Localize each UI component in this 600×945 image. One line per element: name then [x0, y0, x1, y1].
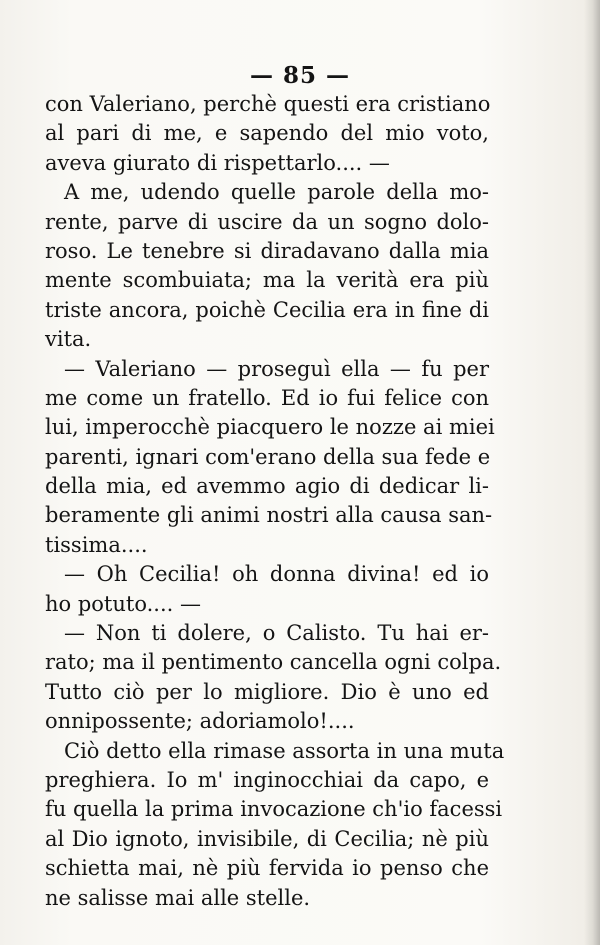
text-line: rato; ma il pentimento cancella ogni colpa.: [45, 650, 502, 675]
text-line: fu quella la prima invocazione ch'io facessi: [45, 797, 503, 822]
text-line: mente scombuiata; ma la verità era più: [45, 268, 489, 293]
text-line: al pari di me, e sapendo del mio voto,: [45, 121, 489, 146]
text-line: roso. Le tenebre si diradavano dalla mia: [45, 238, 489, 263]
text-line: rente, parve di uscire da un sogno dolo-: [45, 209, 489, 234]
text-line: ho potuto.... —: [45, 591, 201, 616]
binding-shadow: [584, 0, 600, 945]
text-line: schietta mai, nè più fervida io penso che: [45, 856, 489, 881]
text-line: — Valeriano — proseguì ella — fu per: [64, 356, 489, 381]
text-line: — Oh Cecilia! oh donna divina! ed io: [64, 562, 489, 587]
text-line: Ciò detto ella rimase assorta in una muta: [64, 738, 505, 763]
text-line: beramente gli animi nostri alla causa san-: [45, 503, 493, 528]
body-text: [45, 90, 505, 913]
text-line: tissima....: [45, 532, 148, 557]
text-line: lui, imperocchè piacquero le nozze ai miei: [45, 415, 495, 440]
page-number: — 85 —: [249, 62, 351, 89]
text-line: A me, udendo quelle parole della mo-: [64, 180, 489, 205]
text-line: della mia, ed avemmo agio di dedicar li-: [45, 474, 489, 499]
text-line: vita.: [45, 327, 92, 352]
text-line: onnipossente; adoriamolo!....: [45, 709, 355, 734]
text-line: Tutto ciò per lo migliore. Dio è uno ed: [45, 679, 489, 704]
text-line: al Dio ignoto, invisibile, di Cecilia; nè più: [45, 826, 489, 851]
text-line: parenti, ignari com'erano della sua fede e: [45, 444, 491, 469]
text-line: — Non ti dolere, o Calisto. Tu hai er-: [64, 621, 489, 646]
text-line: aveva giurato di rispettarlo.... —: [45, 150, 390, 175]
text-line: preghiera. Io m' inginocchiai da capo, e: [45, 767, 489, 792]
text-line: triste ancora, poichè Cecilia era in fine di: [45, 297, 489, 322]
text-line: me come un fratello. Ed io fui felice con: [45, 385, 489, 410]
text-line: ne salisse mai alle stelle.: [45, 885, 311, 910]
text-line: con Valeriano, perchè questi era cristiano: [45, 92, 491, 116]
